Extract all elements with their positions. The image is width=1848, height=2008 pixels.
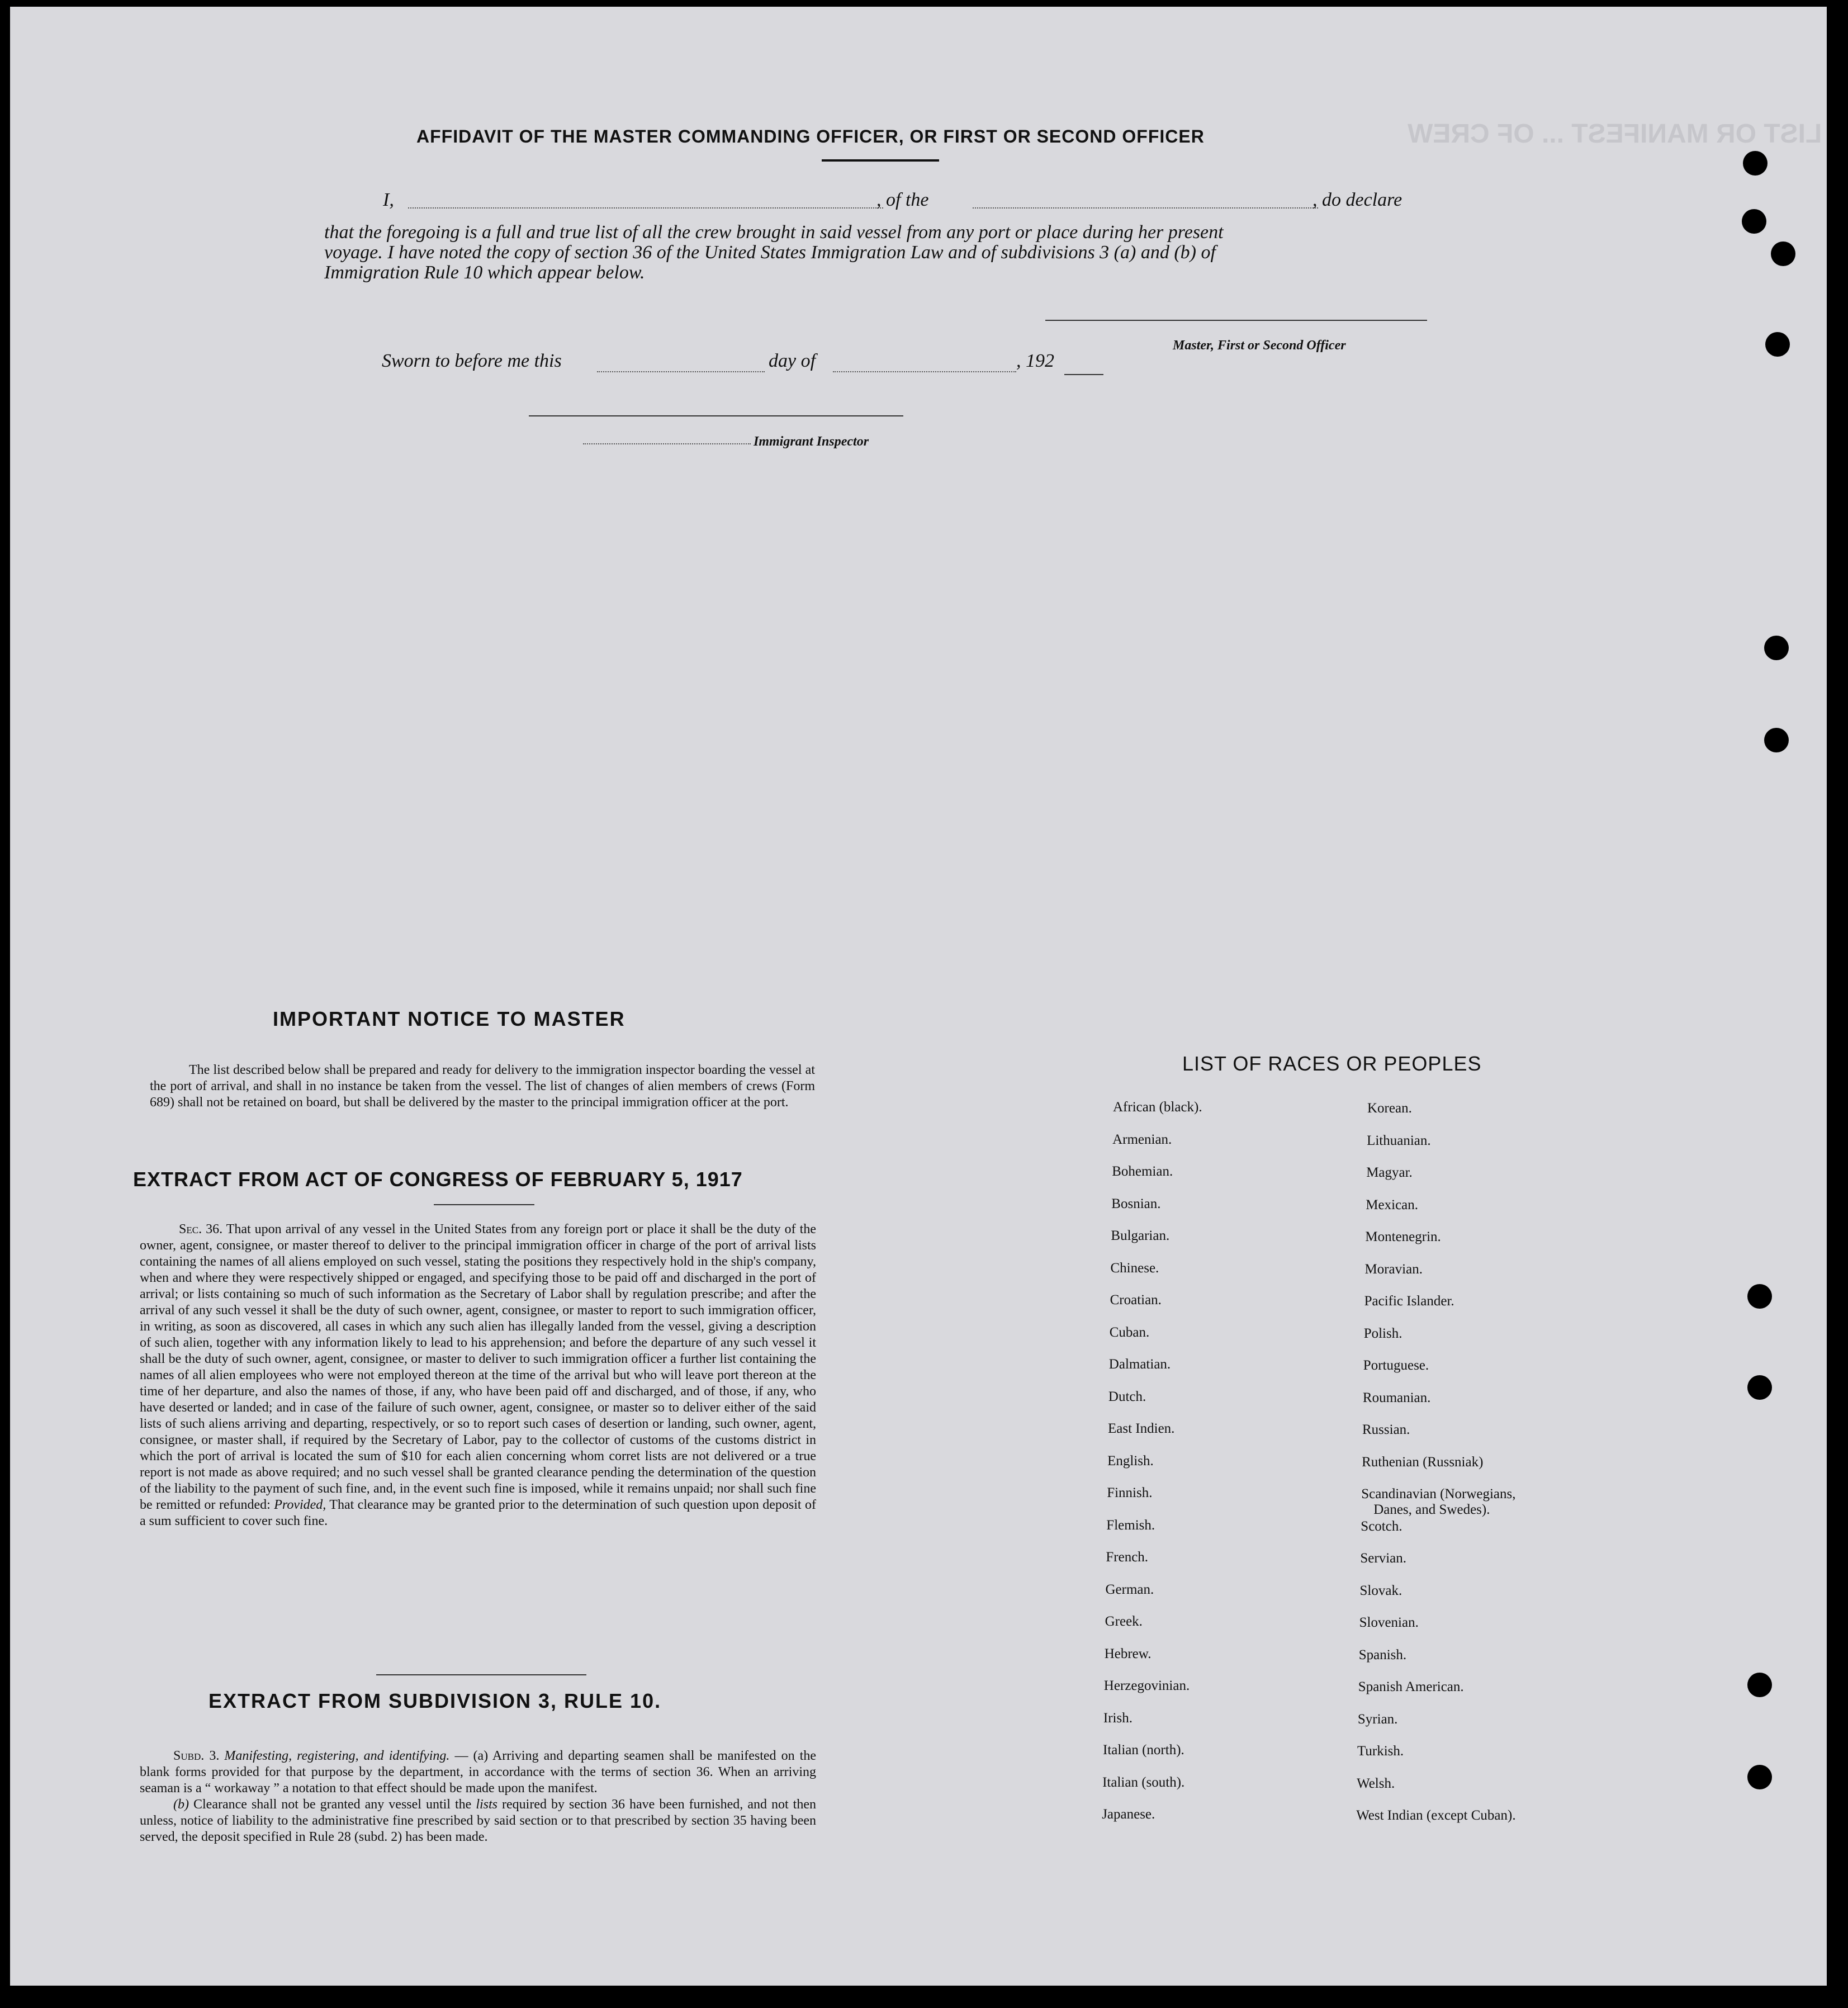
race-item: Polish. — [1363, 1325, 1402, 1341]
day-of-text: day of — [769, 351, 816, 371]
notice-title: IMPORTANT NOTICE TO MASTER — [273, 1007, 626, 1030]
affidavit-of-the: , of the — [876, 190, 929, 210]
race-item: Dalmatian. — [1108, 1357, 1171, 1372]
race-item: Spanish American. — [1358, 1679, 1464, 1694]
race-item: East Indien. — [1108, 1421, 1175, 1436]
rule-text — [140, 1748, 816, 1845]
punch-hole — [1747, 1673, 1772, 1697]
affidavit-line-2: that the foregoing is a full and true list of all the crew brought in said vessel from any port or place during her present — [324, 222, 1224, 243]
race-item: Herzegovinian. — [1103, 1678, 1190, 1693]
punch-hole — [1765, 332, 1790, 357]
month-blank[interactable] — [833, 371, 1016, 372]
rule-b-text-2: required by section 36 have been furnished, and not then unless, notice of liability to the administrative fine prescribed by said section or to that prescribed by section 35 having been served, the deposit specified in Rule 28 (subd. 2) has been made. — [140, 1797, 816, 1844]
race-item: Chinese. — [1110, 1260, 1159, 1276]
race-item: Finnish. — [1107, 1485, 1153, 1500]
race-item: Croatian. — [1110, 1292, 1162, 1308]
race-item: Cuban. — [1109, 1324, 1150, 1340]
race-item: Russian. — [1362, 1422, 1410, 1437]
sworn-text: Sworn to before me this — [382, 351, 562, 371]
race-item: Irish. — [1103, 1710, 1133, 1726]
act-text — [140, 1221, 816, 1529]
race-item: Armenian. — [1112, 1131, 1172, 1147]
race-item: Dutch. — [1108, 1389, 1146, 1404]
rule-b-text-1: Clearance shall not be granted any vessel until the — [193, 1797, 472, 1812]
affidavit-title: AFFIDAVIT OF THE MASTER COMMANDING OFFICER, OR FIRST OR SECOND OFFICER — [416, 126, 1205, 146]
title-underline — [822, 159, 939, 162]
rule-b-lists: lists — [476, 1797, 497, 1812]
act-sec-label: Sec. 36. — [179, 1222, 223, 1237]
race-item: Turkish. — [1357, 1744, 1404, 1759]
act-body: That upon arrival of any vessel in the United States from any foreign port or place it shall be the duty of the owner, agent, consignee, or master thereof to deliver to the principal immigration officer in charge of the port of arrival lists containing the names of all aliens employed on such vessel, stating the positions they respectively hold in the ship's company, when and where they were respectively shipped or engaged, and specifying those to be paid off and discharged in the port of arrival; or lists containing so much of such information as the Secretary of Labor shall by regulation prescribe; and after the arrival of any such vessel it shall be the duty of such owner, agent, consignee, or master to report to such immigration officer, in writing, as soon as discovered, all cases in which any such alien has illegally landed from the vessel, giving a description of such alien, together with any information likely to lead to his apprehension; and before the departure of any such vessel it shall be the duty of such owner, agent, consignee, or master to deliver to such immigration officer a further list containing the names of all alien employees who were not employed thereon at the time of the arrival but who will leave port thereon at the time of her departure, and also the names of those, if any, who have been paid off and discharged, and of those, if any, who have deserted or landed; and in case of the failure of such owner, agent, consignee, or master so to deliver either of the said lists of such aliens arriving and departing, respectively, or so to report such cases of desertion or landing, such owner, agent, consignee, or master shall, if required by the Secretary of Labor, pay to the collector of customs of the customs district in which the port of arrival is located the sum of $10 for each alien concerning whom corret lists are not delivered or a true report is not made as above required; and no such vessel shall be granted clearance pending the determination of the question of the liability to the payment of such fine, and, in the event such fine is imposed, while it remains unpaid; nor shall such fine be remitted or refunded: — [140, 1222, 817, 1512]
inspector-dotted-line — [583, 443, 751, 444]
rule-a-label: — (a) — [454, 1749, 489, 1763]
race-item: Hebrew. — [1104, 1646, 1152, 1661]
race-item: Moravian. — [1364, 1261, 1423, 1277]
rule-subd-heading: Manifesting, registering, and identifying. — [224, 1749, 450, 1763]
vessel-blank[interactable] — [973, 207, 1318, 209]
race-item: Roumanian. — [1362, 1390, 1431, 1405]
punch-hole — [1771, 241, 1795, 266]
rule-a-text: Arriving and departing seamen shall be manifested on the blank forms provided for that purpose by the department, in accordance with the terms of section 36. When an arriving seaman is a “ workaway ” a notation to that effect should be made upon the manifest. — [140, 1749, 817, 1796]
rule-b-label: (b) — [173, 1797, 189, 1812]
day-blank[interactable] — [597, 371, 765, 372]
race-item: Slovenian. — [1359, 1615, 1419, 1630]
race-item: Greek. — [1105, 1614, 1143, 1629]
inspector-signature-line[interactable] — [529, 415, 903, 416]
year-blank[interactable] — [1064, 374, 1103, 375]
race-item: Lithuanian. — [1367, 1133, 1431, 1148]
race-item: Magyar. — [1366, 1165, 1413, 1180]
affidavit-i: I, — [383, 190, 394, 210]
rule-separator — [376, 1674, 586, 1675]
scan-edge — [1837, 0, 1848, 2008]
races-title: LIST OF RACES OR PEOPLES — [1182, 1052, 1482, 1075]
race-item: Ruthenian (Russniak) — [1362, 1454, 1484, 1470]
race-item: Danes, and Swedes). — [1373, 1502, 1490, 1517]
race-item: Japanese. — [1102, 1807, 1155, 1822]
master-caption: Master, First or Second Officer — [1173, 338, 1346, 353]
master-signature-line[interactable] — [1045, 320, 1427, 321]
bleed-through-text: LIST OR MANIFEST ... OF CREW — [1408, 119, 1822, 149]
race-item: English. — [1107, 1453, 1154, 1469]
notice-text: The list described below shall be prepared and ready for delivery to the immigration inspector boarding the vessel at the port of arrival, and shall in no instance be taken from the vessel. The list of changes of alien members of crews (Form 689) shall not be retained on board, but shall be delivered by the master to the principal immigration officer at the port. — [150, 1063, 815, 1110]
race-item: Slovak. — [1359, 1583, 1402, 1598]
race-item: Syrian. — [1357, 1711, 1398, 1727]
race-item: Welsh. — [1357, 1775, 1395, 1791]
rule-title: EXTRACT FROM SUBDIVISION 3, RULE 10. — [209, 1689, 662, 1712]
race-item: Bulgarian. — [1111, 1228, 1170, 1243]
rule-subd-label: Subd. 3. — [173, 1749, 220, 1763]
race-item: Pacific Islander. — [1364, 1294, 1454, 1309]
race-item: Portuguese. — [1363, 1358, 1429, 1373]
inspector-caption: Immigrant Inspector — [754, 434, 869, 449]
race-item: Scandinavian (Norwegians, — [1361, 1486, 1516, 1502]
race-item: Flemish. — [1106, 1517, 1155, 1533]
act-body-end: That clearance may be granted prior to the determination of such question upon deposit of a sum sufficient to cover such fine. — [140, 1498, 817, 1528]
race-item: German. — [1105, 1581, 1154, 1597]
race-item: Mexican. — [1366, 1197, 1419, 1213]
race-item: West Indian (except Cuban). — [1356, 1808, 1516, 1823]
race-item: Italian (south). — [1102, 1774, 1185, 1790]
punch-hole — [1747, 1375, 1772, 1400]
punch-hole — [1764, 728, 1789, 752]
act-title-rule — [434, 1204, 534, 1205]
punch-hole — [1747, 1284, 1772, 1309]
race-item: Italian (north). — [1103, 1742, 1184, 1758]
race-item: French. — [1106, 1550, 1149, 1565]
race-item: Spanish. — [1358, 1647, 1407, 1663]
race-item: Scotch. — [1361, 1518, 1402, 1534]
affidavit-line-3: voyage. I have noted the copy of section 36 of the United States Immigration Law and of subdivisions 3 (a) and (b) of — [324, 242, 1216, 263]
punch-hole — [1743, 151, 1768, 176]
race-item: Montenegrin. — [1365, 1229, 1441, 1244]
form-sheet — [10, 7, 1827, 1986]
affidavit-do-declare: , do declare — [1312, 190, 1402, 210]
year-text: , 192 — [1016, 351, 1054, 371]
race-item: Bosnian. — [1111, 1196, 1161, 1211]
punch-hole — [1742, 209, 1766, 234]
race-item: Servian. — [1360, 1551, 1407, 1566]
punch-hole — [1747, 1765, 1772, 1789]
punch-hole — [1764, 636, 1789, 660]
act-title: EXTRACT FROM ACT OF CONGRESS OF FEBRUARY 5, 1917 — [133, 1168, 743, 1191]
race-item: Bohemian. — [1112, 1164, 1173, 1179]
affidavit-line-4: Immigration Rule 10 which appear below. — [324, 262, 645, 283]
name-blank[interactable] — [408, 207, 883, 209]
race-item: Korean. — [1367, 1101, 1412, 1116]
act-provided: Provided, — [274, 1498, 326, 1512]
race-item: African (black). — [1113, 1100, 1202, 1115]
